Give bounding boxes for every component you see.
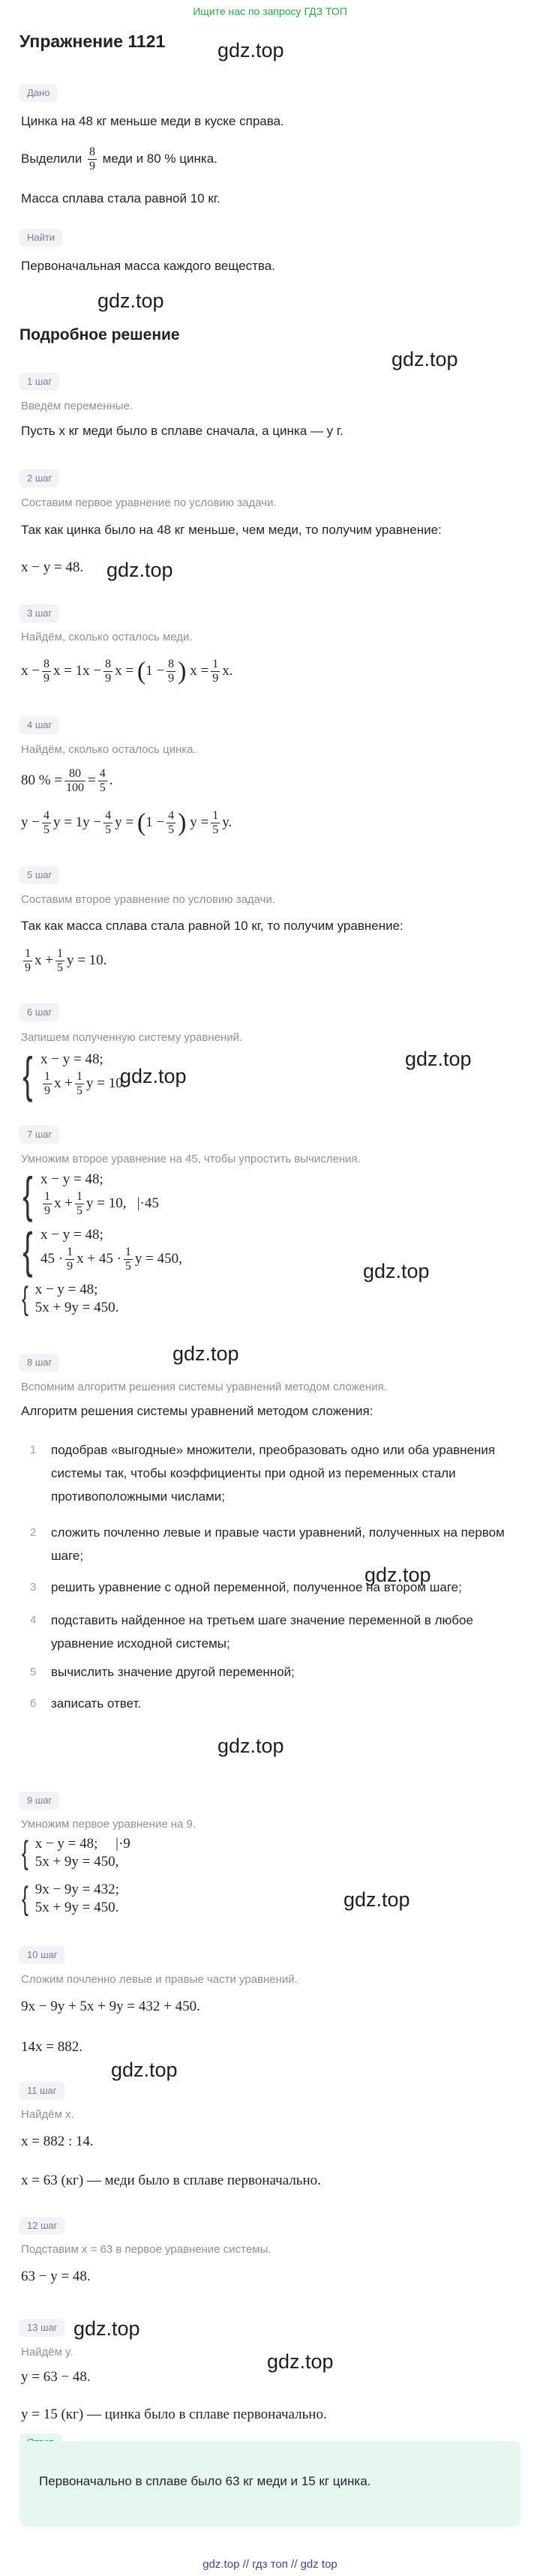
solution-title: Подробное решение [20,326,180,343]
watermark: gdz.top [267,2350,334,2373]
equation: y = 63 − 48. [21,2369,91,2385]
given-line-3: Масса сплава стала равной 10 кг. [21,191,220,205]
step-chip: 8 шаг [20,1354,59,1372]
step-note: Составим второе уравнение по условию задачи. [21,893,276,906]
footer-link[interactable]: гдз топ [252,2558,288,2571]
equation-system: { 9x − 9y = 432; 5x + 9y = 450. [21,1880,119,1917]
page-title: Упражнение 1121 [20,31,166,51]
step-chip: 12 шаг [20,2217,64,2235]
step-chip: 2 шаг [20,469,59,487]
watermark: gdz.top [106,559,173,581]
given-chip: Дано [20,84,57,102]
step-chip: 4 шаг [20,716,59,734]
watermark: gdz.top [344,1888,410,1911]
equation: $\frac{1}{9}$ x + $\frac{1}{5}$ y = 10. [25,947,107,975]
step-chip: 6 шаг [20,1003,59,1021]
search-banner[interactable]: Ищите нас по запросу ГДЗ ТОП [193,5,347,17]
step-chip: 5 шаг [20,866,59,884]
equation-system: { x − y = 48; 5x + 9y = 450. [21,1280,119,1317]
step-chip: 3 шаг [20,604,59,622]
footer-link[interactable]: gdz.top [202,2558,240,2571]
equation: 14x = 882. [21,2039,82,2055]
equation-percent: 80 % = $\frac{80}{100}$ = $\frac{4}{5}$ . [21,767,113,795]
step-chip: 9 шаг [20,1792,59,1810]
watermark: gdz.top [218,39,284,61]
watermark: gdz.top [74,2317,140,2340]
fraction: $\frac{8}{9}$ [88,145,95,173]
step-note: Введём переменные. [21,400,134,412]
step-note: Вспомним алгоритм решения системы уравнений методом сложения. [21,1381,387,1393]
equation: 63 − y = 48. [21,2269,91,2284]
watermark: gdz.top [363,1260,430,1282]
step-note: Составим первое уравнение по условию задачи. [21,496,277,509]
answer-box [20,2441,520,2527]
equation-system: { x − y = 48; 45 · $\frac{1}{9}$ x + 45 · $\frac{1}{5}$ y = 450, [22,1222,182,1278]
step-chip: 13 шаг [20,2319,64,2337]
step-note: Умножим первое уравнение на 9. [21,1818,196,1831]
step-text: Так как цинка было на 48 кг меньше, чем меди, то получим уравнение: [21,523,442,537]
step-text: Так как масса сплава стала равной 10 кг, то получим уравнение: [21,919,404,933]
equation: 9x − 9y + 5x + 9y = 432 + 450. [21,1999,200,2014]
watermark: gdz.top [98,289,164,312]
step-note: Умножим второе уравнение на 45, чтобы упростить вычисления. [21,1153,361,1165]
footer-link[interactable]: gdz top [300,2558,338,2571]
step-note: Найдём y. [21,2346,74,2359]
find-line: Первоначальная масса каждого вещества. [21,259,275,273]
watermark: gdz.top [111,2059,178,2081]
watermark: gdz.top [364,1564,431,1586]
given-line-2 [21,144,218,174]
watermark: gdz.top [218,1735,284,1757]
footer-links [0,2558,540,2571]
watermark: gdz.top [172,1342,239,1365]
equation-system: { x − y = 48; $\frac{1}{9}$ x + $\frac{1}{5}$ y = 10. [22,1047,127,1102]
watermark: gdz.top [120,1065,187,1087]
given-line-2-b: меди и 80 % цинка. [102,151,218,166]
equation-copper: x − $\frac{8}{9}$ x = 1x − $\frac{8}{9}$ x = (1 − $\frac{8}{9}$ ) x = $\frac{1}{9}$ x. [21,657,233,685]
step-chip: 7 шаг [20,1126,59,1144]
watermark: gdz.top [405,1048,472,1070]
step-note: Найдём, сколько осталось меди. [21,631,193,643]
step-text: Пусть x кг меди было в сплаве сначала, а цинка — y г. [21,424,344,438]
step-chip: 1 шаг [20,373,59,391]
equation-zinc: y − $\frac{4}{5}$ y = 1y − $\frac{4}{5}$ y = (1 − $\frac{4}{5}$ ) y = $\frac{1}{5}$ y. [21,808,232,837]
step-text: Алгоритм решения системы уравнений методом сложения: [21,1404,374,1418]
footer-separator: // [291,2558,298,2571]
given-line-1: Цинка на 48 кг меньше меди в куске справа. [21,114,284,128]
step-note: Найдём, сколько осталось цинка. [21,743,196,756]
equation-system: { x − y = 48; |·9 5x + 9y = 450, [21,1834,130,1871]
equation: x = 882 : 14. [21,2134,94,2149]
footer-separator: // [242,2558,249,2571]
equation: x − y = 48. [21,559,84,575]
answer-text: Первоначально в сплаве было 63 кг меди и 15 кг цинка. [39,2474,371,2488]
step-note: Сложим почленно левые и правые части уравнений. [21,1973,298,1986]
step-note: Найдём x. [21,2108,74,2121]
given-line-2-a: Выделили [21,151,82,166]
equation: x = 63 (кг) — меди было в сплаве первоначально. [21,2173,321,2188]
step-note: Запишем полученную систему уравнений. [21,1031,243,1044]
find-chip: Найти [20,229,62,247]
watermark: gdz.top [392,348,458,370]
equation-system: { x − y = 48; $\frac{1}{9}$ x + $\frac{1}{5}$ y = 10, |·45 [22,1167,159,1222]
step-note: Подставим x = 63 в первое уравнение системы. [21,2243,272,2256]
equation: y = 15 (кг) — цинка было в сплаве первоначально. [21,2407,327,2422]
step-chip: 10 шаг [20,1946,64,1964]
step-chip: 11 шаг [20,2082,64,2100]
